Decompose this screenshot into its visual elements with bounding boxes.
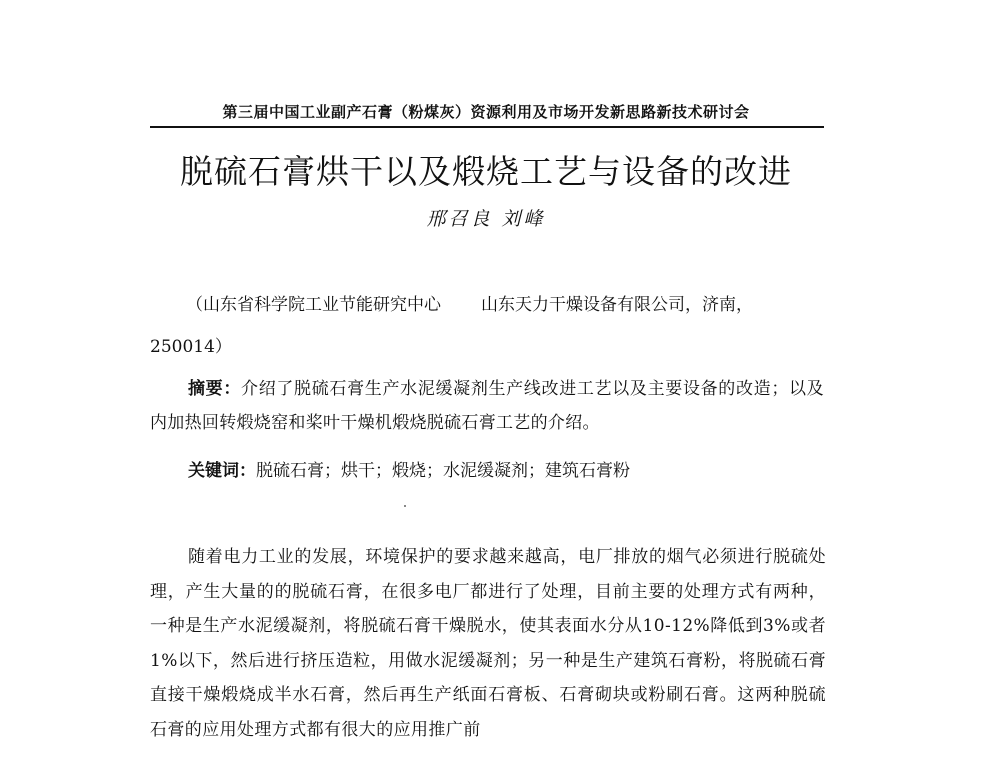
affiliation-company: 山东天力干燥设备有限公司，济南， [481,295,753,315]
author-list: 邢召良 刘峰 [426,208,546,230]
abstract-text: 介绍了脱硫石膏生产水泥缓凝剂生产线改进工艺以及主要设备的改造；以及内加热回转煅烧窑和桨叶干燥机煅烧脱硫石膏工艺的介绍。 [150,379,824,433]
header-rule [150,126,824,128]
keywords [188,456,630,481]
paper-title: 脱硫石膏烘干以及煅烧工艺与设备的改进 [180,152,792,191]
affiliation-institute: （山东省科学院工业节能研究中心 [186,295,441,315]
affiliation-postcode: 250014） [150,337,232,357]
scan-speck [404,505,406,507]
body-paragraph: 随着电力工业的发展，环境保护的要求越来越高，电厂排放的烟气必须进行脱硫处理，产生大量的的脱硫石膏，在很多电厂都进行了处理，目前主要的处理方式有两种，一种是生产水泥缓凝剂，将脱硫石膏干燥脱水，使其表面水分从10-12%降低到3%或者1%以下，然后进行挤压造粒，用做水泥缓凝剂；另一种是生产建筑石膏粉，将脱硫石膏直接干燥煅烧成半水石膏，然后再生产纸面石膏板、石膏砌块或粉刷石膏。这两种脱硫石膏的应用处理方式都有很大的应用推广前 [150,547,826,740]
affiliation-line [186,290,826,315]
keywords-text: 脱硫石膏；烘干；煅烧；水泥缓凝剂；建筑石膏粉 [256,461,630,481]
conference-header: 第三届中国工业副产石膏（粉煤灰）资源利用及市场开发新思路新技术研讨会 [222,103,750,121]
abstract-label: 摘要： [188,379,242,399]
abstract [150,372,824,440]
keywords-label: 关键词： [188,461,256,481]
